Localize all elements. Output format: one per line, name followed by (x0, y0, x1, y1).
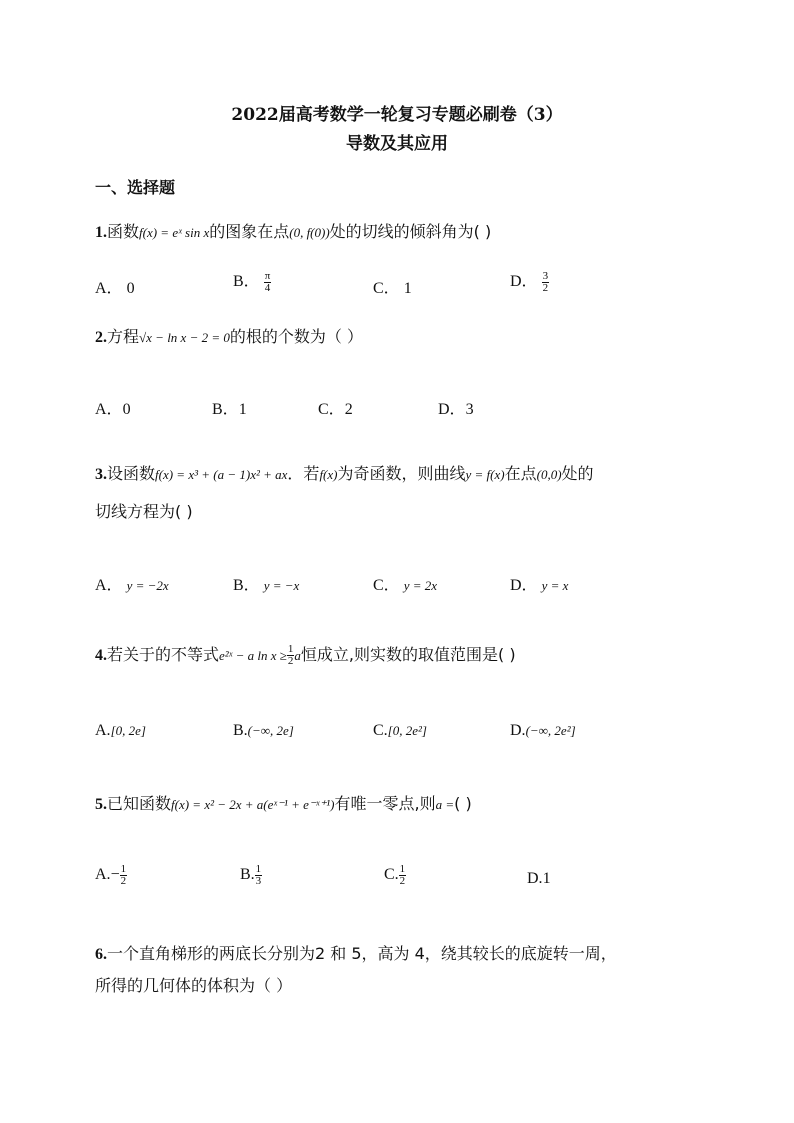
option-d[interactable] (510, 722, 576, 740)
option-value: 0 (122, 401, 131, 418)
option-label: A． (95, 577, 123, 594)
option-value: y = 2x (403, 578, 437, 593)
question-text: 的图象在点 (209, 222, 290, 241)
numerator: 1 (399, 863, 406, 875)
option-label: C． (373, 280, 400, 297)
option-a[interactable] (95, 864, 127, 887)
formula: a = (435, 797, 455, 812)
fraction (120, 864, 128, 887)
question-3-line2 (95, 502, 193, 522)
question-number: 5. (95, 796, 107, 813)
question-1 (95, 222, 491, 243)
question-text: 方程 (107, 327, 140, 346)
option-value: 3 (465, 401, 474, 418)
question-text: 为奇函数，则曲线 (337, 464, 466, 483)
formula: a (294, 648, 301, 663)
question-text: 已知函数 (107, 794, 172, 813)
formula: f(x) = eˣ sin x (139, 225, 210, 240)
option-sign: − (110, 866, 120, 884)
formula: f(x) = x³ + (a − 1)x² + ax (155, 467, 288, 482)
option-label: A. (95, 722, 111, 739)
option-a[interactable] (95, 275, 135, 298)
option-c[interactable] (373, 722, 427, 740)
option-c[interactable] (373, 275, 412, 298)
formula: f(x) = x² − 2x + a(eˣ⁻¹ + e⁻ˣ⁺¹) (171, 797, 335, 812)
question-text: 函数 (107, 222, 140, 241)
denominator: 2 (120, 875, 127, 887)
option-label: B. (240, 866, 255, 884)
option-value: y = −2x (126, 578, 169, 593)
fraction (255, 864, 263, 887)
question-number: 1. (95, 224, 107, 241)
question-4 (95, 644, 516, 667)
fraction (542, 271, 550, 294)
question-6 (95, 944, 617, 965)
formula: √x − ln x − 2 = 0 (139, 330, 230, 345)
fraction (264, 271, 272, 294)
option-d[interactable] (510, 572, 568, 595)
question-5 (95, 794, 472, 815)
page-title: 2022届高考数学一轮复习专题必刷卷（3） (231, 105, 563, 125)
option-a[interactable] (95, 396, 131, 419)
option-label: D． (510, 273, 538, 290)
question-number: 2. (95, 329, 107, 346)
option-b[interactable] (240, 864, 262, 887)
option-c[interactable] (384, 864, 406, 887)
option-label: C． (373, 577, 400, 594)
option-label: D. (527, 870, 543, 887)
question-2 (95, 327, 363, 348)
option-label: D． (510, 577, 538, 594)
formula: f(x) (319, 467, 338, 482)
formula: y = f(x) (465, 467, 505, 482)
question-number: 6. (95, 946, 107, 963)
option-b[interactable] (233, 268, 271, 294)
question-6-line2 (95, 976, 292, 996)
denominator: 2 (399, 875, 406, 887)
option-value: 0 (126, 280, 135, 297)
fraction (399, 864, 407, 887)
option-b[interactable] (233, 572, 299, 595)
option-label: C. (373, 722, 388, 739)
section-heading: 一、选择题 (95, 178, 176, 197)
page-subtitle: 导数及其应用 (346, 134, 448, 154)
option-b[interactable] (233, 722, 294, 740)
question-3 (95, 464, 594, 485)
formula: (0, f(0)) (289, 225, 330, 240)
numerator: 3 (542, 269, 549, 282)
option-value: [0, 2e²] (387, 723, 427, 738)
question-text: ．若 (287, 464, 320, 483)
option-b[interactable] (212, 396, 247, 419)
numerator: 1 (255, 863, 262, 875)
option-value: (−∞, 2e²] (525, 723, 576, 738)
option-value: y = −x (263, 578, 300, 593)
option-label: C. (384, 866, 399, 884)
option-value: y = x (541, 578, 569, 593)
numerator: 1 (287, 643, 294, 655)
option-label: A． (95, 401, 123, 418)
option-value: 1 (542, 870, 551, 887)
question-text: 的根的个数为（ ） (229, 327, 363, 346)
question-text: 若关于的不等式 (107, 645, 220, 664)
option-d[interactable] (510, 268, 549, 294)
question-number: 4. (95, 647, 107, 664)
question-text: ( ) (454, 794, 472, 813)
option-label: B． (233, 577, 260, 594)
option-label: A. (95, 866, 111, 884)
denominator: 2 (287, 655, 294, 667)
option-value: 2 (344, 401, 353, 418)
denominator: 4 (264, 281, 271, 294)
option-label: A． (95, 280, 123, 297)
question-number: 3. (95, 466, 107, 483)
option-c[interactable] (373, 572, 437, 595)
option-a[interactable] (95, 722, 146, 740)
question-text: 设函数 (107, 464, 156, 483)
option-label: D． (438, 401, 466, 418)
question-text: 处的切线的倾斜角为( ) (329, 222, 492, 241)
option-value: 1 (238, 401, 247, 418)
option-d[interactable] (438, 396, 474, 419)
question-text: 一个直角梯形的两底长分别为2 和 5，高为 4，绕其较长的底旋转一周， (107, 944, 617, 963)
question-text: 处的 (561, 464, 594, 483)
numerator: 1 (120, 863, 127, 875)
option-label: B. (233, 722, 248, 739)
question-text: 切线方程为( ) (95, 502, 193, 521)
formula: e²ˣ − a ln x ≥ (219, 648, 287, 663)
option-c[interactable] (318, 396, 353, 419)
denominator: 2 (542, 281, 549, 294)
option-label: D. (510, 722, 526, 739)
question-text: 在点 (504, 464, 537, 483)
option-label: B． (233, 273, 260, 290)
option-d[interactable] (527, 870, 551, 888)
numerator: π (264, 269, 271, 282)
question-text: 所得的几何体的体积为（ ） (95, 976, 293, 995)
formula: (0,0) (536, 467, 562, 482)
question-text: 有唯一零点,则 (334, 794, 436, 813)
option-value: (−∞, 2e] (247, 723, 294, 738)
option-a[interactable] (95, 572, 169, 595)
question-text: 恒成立,则实数的取值范围是( ) (300, 645, 516, 664)
option-label: B． (212, 401, 239, 418)
option-label: C． (318, 401, 345, 418)
option-value: 1 (403, 280, 412, 297)
denominator: 3 (255, 875, 262, 887)
option-value: [0, 2e] (110, 723, 146, 738)
